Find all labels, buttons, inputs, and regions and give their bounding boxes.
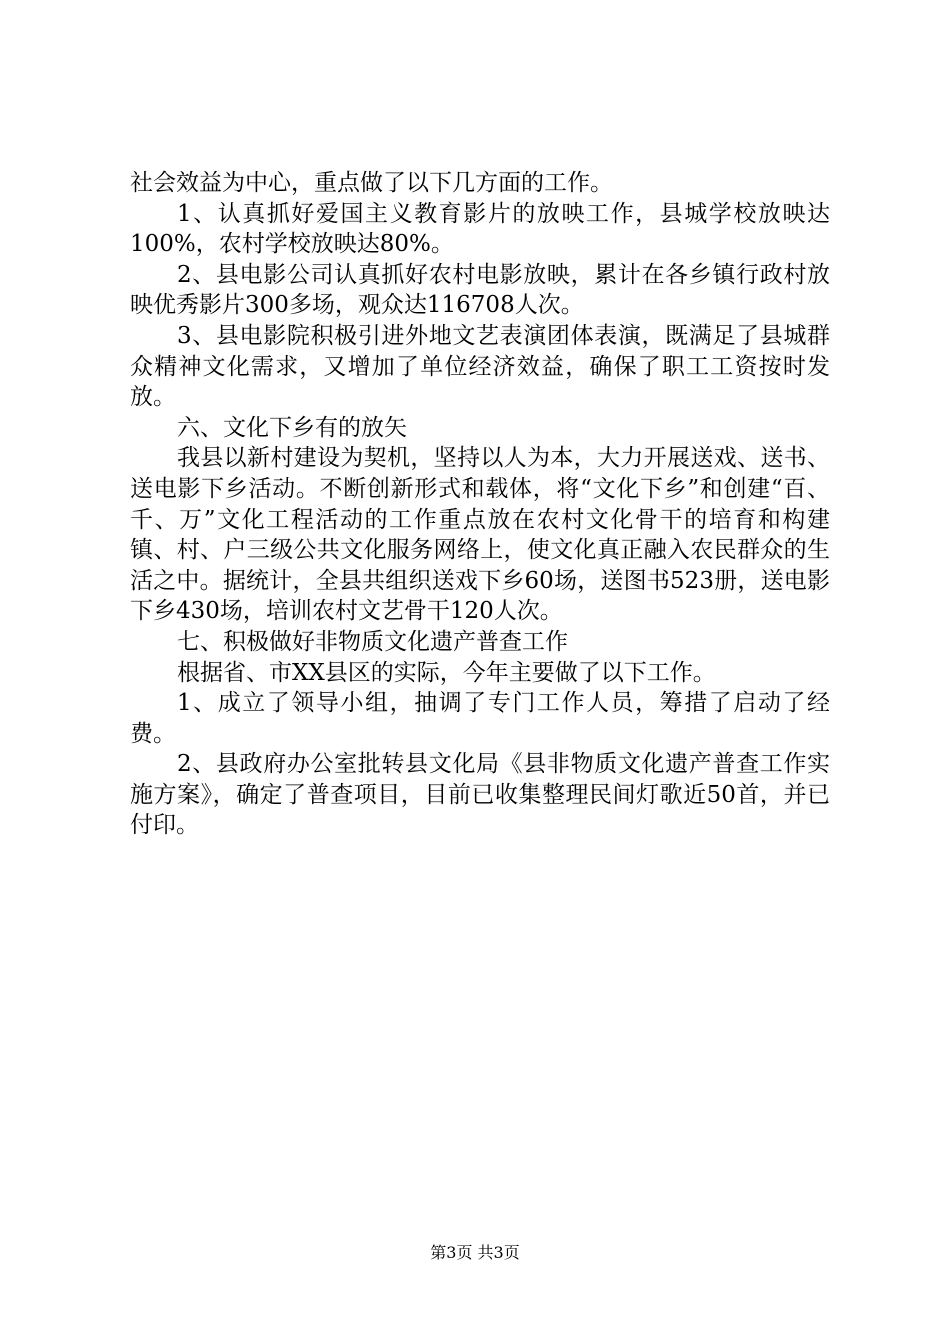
section-heading: 六、文化下乡有的放矢 — [177, 414, 407, 441]
paragraph: 2、县政府办公室批转县文化局《县非物质文化遗产普查工作实施方案》，确定了普查项目，目前已收集整理民间灯歌近50首，并已付印。 — [130, 751, 830, 839]
paragraph: 根据省、市XX县区的实际，今年主要做了以下工作。 — [177, 659, 716, 686]
page-number: 第3页 共3页 — [430, 1243, 520, 1262]
section-heading: 七、积极做好非物质文化遗产普查工作 — [177, 628, 568, 655]
document-body — [130, 168, 830, 841]
paragraph: 1、成立了领导小组，抽调了专门工作人员，筹措了启动了经费。 — [130, 690, 830, 747]
paragraph: 我县以新村建设为契机，坚持以人为本，大力开展送戏、送书、送电影下乡活动。不断创新形式和载体，将“文化下乡”和创建“百、千、万”文化工程活动的工作重点放在农村文化骨干的培育和构建镇、村、户三级公共文化服务网络上，使文化真正融入农民群众的生活之中。据统计，全县共组织送戏下乡60场，送图书523册，送电影下乡430场，培训农村文艺骨干120人次。 — [130, 445, 830, 625]
paragraph: 3、县电影院积极引进外地文艺表演团体表演，既满足了县城群众精神文化需求，又增加了单位经济效益，确保了职工工资按时发放。 — [130, 322, 830, 411]
paragraph: 1、认真抓好爱国主义教育影片的放映工作，县城学校放映达100%，农村学校放映达80%。 — [130, 200, 830, 258]
paragraph: 社会效益为中心，重点做了以下几方面的工作。 — [130, 170, 613, 196]
paragraph: 2、县电影公司认真抓好农村电影放映，累计在各乡镇行政村放映优秀影片300多场，观众达116708人次。 — [130, 261, 830, 319]
